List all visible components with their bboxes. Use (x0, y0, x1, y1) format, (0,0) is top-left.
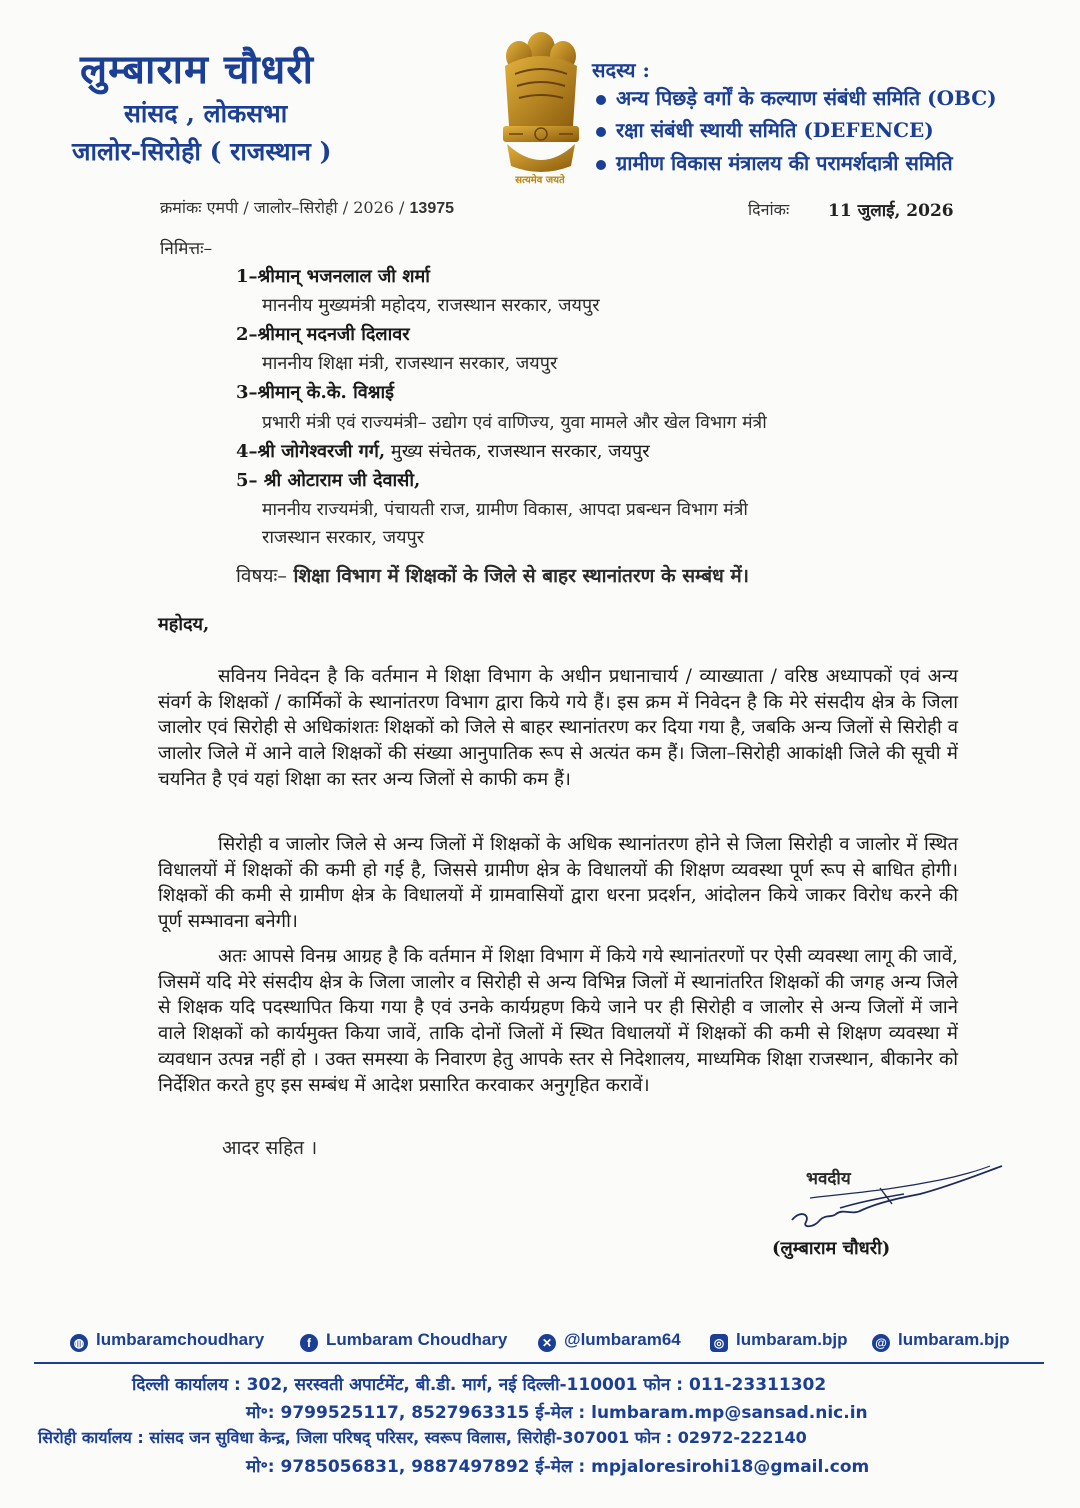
facebook-icon: f (300, 1334, 318, 1352)
delhi-office-contact: मो॰: 9799525117, 8527963315 ई-मेल : lumbaram.mp@sansad.nic.in (246, 1403, 868, 1423)
recipient-name: 5– श्री ओटाराम जी देवासी, (236, 470, 421, 491)
social-links (60, 1330, 1020, 1358)
date-label: दिनांकः (748, 200, 790, 219)
national-emblem-icon (493, 26, 589, 182)
salutation: महोदय, (158, 614, 210, 635)
threads-icon: @ (872, 1334, 890, 1352)
social-instagram[interactable]: ◎ lumbaram.bjp (710, 1330, 847, 1352)
recipient-designation: माननीय मुख्यमंत्री महोदय, राजस्थान सरकार, जयपुर (262, 295, 600, 316)
subject-line: विषयः– शिक्षा विभाग में शिक्षकों के जिले से बाहर स्थानांतरण के सम्बंध में। (236, 565, 749, 587)
closing: आदर सहित । (222, 1137, 318, 1159)
membership-label: सदस्य : (592, 58, 650, 82)
bullet-icon (596, 95, 606, 105)
recipient-designation: राजस्थान सरकार, जयपुर (262, 527, 425, 548)
recipient-designation: प्रभारी मंत्री एवं राज्यमंत्री– उद्योग एवं वाणिज्य, युवा मामले और खेल विभाग मंत्री (262, 413, 767, 433)
bullet-icon (596, 127, 606, 137)
recipient-name: 4–श्री जोगेश्वरजी गर्ग, मुख्य संचेतक, राजस्थान सरकार, जयपुर (236, 441, 650, 462)
body-paragraph: अतः आपसे विनम्र आग्रह है कि वर्तमान में शिक्षा विभाग में किये गये स्थानांतरणों पर ऐसी व्यवस्था लागू की जावें, जिसमें यदि मेरे संसदीय क्षेत्र के जिला जालोर व सिरोही से अन्य विभिन्न जिलों में स्थानांतरित शिक्षकों की जगह अन्य जिले से शिक्षक यदि पदस्थापित किया गया है एवं उनके कार्यग्रहण किये जाने पर ही सिरोही व जालोर से अन्य जिलों में जाने वाले शिक्षकों को कार्यमुक्त किया जावें, ताकि दोनों जिलों में स्थित विधालयों में शिक्षकों की कमी से शिक्षण व्यवस्था में व्यवधान उत्पन्न नहीं हो । उक्त समस्या के निवारण हेतु आपके स्तर से निदेशालय, माध्यमिक शिक्षा राजस्थान, बीकानेर को निर्देशित करते हुए इस सम्बंध में आदेश प्रसारित करवाकर अनुगृहित करावें। (158, 946, 958, 1096)
reference-number: क्रमांकः एमपी / जालोर–सिरोही / 2026 / 13975 (160, 198, 455, 217)
date-value: 11 जुलाई, 2026 (828, 201, 954, 221)
recipient-name: 2–श्रीमान् मदनजी दिलावर (236, 324, 410, 345)
mp-post: सांसद , लोकसभा (124, 99, 288, 128)
membership-item: ग्रामीण विकास मंत्रालय की परामर्शदात्री समिति (596, 149, 953, 176)
recipient-name: 3–श्रीमान् के.के. विश्नाई (236, 382, 394, 403)
social-website[interactable]: ◍ lumbaramchoudhary (70, 1330, 264, 1352)
delhi-office-address: दिल्ली कार्यालय : 302, सरस्वती अपार्टमेंट, बी.डी. मार्ग, नई दिल्ली-110001 फोन : 011-23311302 (132, 1375, 827, 1395)
emblem-motto: सत्यमेव जयते (515, 175, 565, 186)
footer-divider (34, 1362, 1044, 1364)
body-paragraph: सिरोही व जालोर जिले से अन्य जिलों में शिक्षकों के अधिक स्थानांतरण होने से जिला सिरोही व जालोर में स्थित विधालयों में शिक्षकों की कमी हो गई है, जिससे ग्रामीण क्षेत्र के विधालयों की शिक्षण व्यवस्था पूर्ण रूप से बाधित होगी। शिक्षकों की कमी से ग्रामीण क्षेत्र के विधालयों में ग्रामवासियों द्वारा धरना प्रदर्शन, आंदोलन किये जाकर विरोध करने की पूर्ण सम्भावना बनेगी। (158, 834, 958, 933)
recipients-label: निमित्तः– (160, 239, 213, 259)
membership-item: रक्षा संबंधी स्थायी समिति (DEFENCE) (596, 116, 934, 143)
signatory-name: (लुम्बाराम चौधरी) (772, 1238, 891, 1259)
social-threads[interactable]: @ lumbaram.bjp (872, 1330, 1009, 1352)
globe-icon: ◍ (70, 1334, 88, 1352)
social-facebook[interactable]: f Lumbaram Choudhary (300, 1330, 507, 1352)
instagram-icon: ◎ (710, 1334, 728, 1352)
recipient-name: 1–श्रीमान् भजनलाल जी शर्मा (236, 266, 430, 287)
sirohi-office-contact: मो॰: 9785056831, 9887497892 ई-मेल : mpjaloresirohi18@gmail.com (246, 1457, 870, 1477)
social-x[interactable]: ✕ @lumbaram64 (538, 1330, 681, 1352)
recipient-designation: माननीय शिक्षा मंत्री, राजस्थान सरकार, जयपुर (262, 353, 558, 374)
x-icon: ✕ (538, 1334, 556, 1352)
mp-constituency: जालोर-सिरोही ( राजस्थान ) (72, 137, 332, 166)
body-paragraph: सविनय निवेदन है कि वर्तमान मे शिक्षा विभाग के अधीन प्रधानाचार्य / व्याख्याता / वरिष्ठ अध्यापकों एवं अन्य संवर्ग के शिक्षकों / कार्मिकों के स्थानांतरण विभाग द्वारा किये गये हैं। इस क्रम में निवेदन है कि मेरे संसदीय क्षेत्र के जिला जालोर एवं सिरोही से अधिकांशतः शिक्षकों को जिले से बाहर स्थानांतरण कर दिया गया है, जबकि अन्य जिलों से सिरोही व जालोर जिले में आने वाले शिक्षकों की संख्या आनुपातिक रूप से अत्यंत कम हैं। जिला–सिरोही आकांक्षी जिले की सूची में चयनित है एवं यहां शिक्षा का स्तर अन्य जिलों से काफी कम हैं। (158, 666, 958, 790)
valediction: भवदीय (806, 1169, 851, 1189)
mp-name: लुम्बाराम चौधरी (80, 46, 314, 93)
recipient-designation: माननीय राज्यमंत्री, पंचायती राज, ग्रामीण विकास, आपदा प्रबन्धन विभाग मंत्री (262, 500, 748, 520)
sirohi-office-address: सिरोही कार्यालय : सांसद जन सुविधा केन्द्र, जिला परिषद् परिसर, स्वरूप विलास, सिरोही-307001 फोन : 02972-222140 (38, 1428, 807, 1447)
handwritten-signature (780, 1158, 1010, 1248)
membership-item: अन्य पिछड़े वर्गों के कल्याण संबंधी समिति (OBC) (596, 84, 997, 111)
bullet-icon (596, 160, 606, 170)
